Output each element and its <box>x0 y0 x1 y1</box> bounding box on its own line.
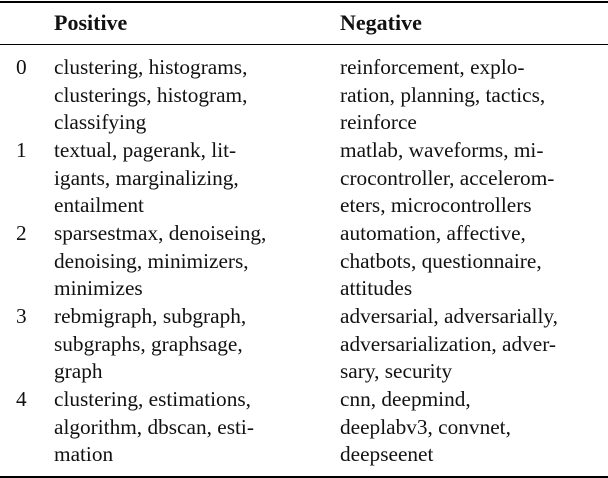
negative-line: chatbots, questionnaire, <box>340 248 542 273</box>
positive-line: classifying <box>54 110 147 135</box>
negative-line: deeplabv3, convnet, <box>340 414 511 439</box>
row-index: 0 <box>16 55 27 79</box>
negative-line: adversarial, adversarially, <box>340 304 558 328</box>
positive-line: graph <box>54 359 103 384</box>
table-row <box>0 220 608 303</box>
positive-words <box>54 386 254 469</box>
header-negative: Negative <box>340 10 422 35</box>
negative-words <box>340 386 511 469</box>
row-index: 2 <box>16 221 27 245</box>
negative-line: cnn, deepmind, <box>340 387 471 411</box>
negative-line: reinforcement, explo- <box>340 55 525 79</box>
positive-line: mation <box>54 442 114 467</box>
table-row <box>0 137 608 220</box>
top-rule <box>0 1 608 3</box>
negative-line: deepseenet <box>340 442 434 467</box>
positive-line: entailment <box>54 193 144 218</box>
positive-words <box>54 137 239 220</box>
negative-words <box>340 303 558 386</box>
positive-line: algorithm, dbscan, esti- <box>54 414 254 439</box>
row-index: 1 <box>16 138 27 162</box>
negative-line: attitudes <box>340 276 413 301</box>
positive-line: clustering, estimations, <box>54 387 251 411</box>
positive-line: denoising, minimizers, <box>54 248 249 273</box>
negative-line: matlab, waveforms, mi- <box>340 138 544 162</box>
positive-line: clusterings, histogram, <box>54 82 248 107</box>
table-row <box>0 386 608 469</box>
negative-line: adversarialization, adver- <box>340 331 556 356</box>
positive-line: sparsestmax, denoiseing, <box>54 221 267 245</box>
positive-line: textual, pagerank, lit- <box>54 138 237 162</box>
negative-line: ration, planning, tactics, <box>340 82 546 107</box>
positive-line: rebmigraph, subgraph, <box>54 304 247 328</box>
header-rule <box>0 44 608 45</box>
negative-line: sary, security <box>340 359 453 384</box>
negative-words <box>340 220 542 303</box>
positive-line: subgraphs, graphsage, <box>54 331 243 356</box>
row-index: 4 <box>16 387 27 411</box>
negative-words <box>340 54 545 137</box>
positive-words <box>54 220 266 303</box>
table-row <box>0 303 608 386</box>
row-index: 3 <box>16 304 27 328</box>
negative-line: reinforce <box>340 110 417 135</box>
negative-line: eters, microcontrollers <box>340 193 532 218</box>
negative-words <box>340 137 554 220</box>
positive-line: minimizes <box>54 276 143 301</box>
positive-line: clustering, histograms, <box>54 55 248 79</box>
negative-line: automation, affective, <box>340 221 526 245</box>
table-row <box>0 54 608 137</box>
positive-words <box>54 303 246 386</box>
header-positive: Positive <box>54 10 128 35</box>
positive-words <box>54 54 247 137</box>
positive-line: igants, marginalizing, <box>54 165 239 190</box>
negative-line: crocontroller, accelerom- <box>340 165 555 190</box>
